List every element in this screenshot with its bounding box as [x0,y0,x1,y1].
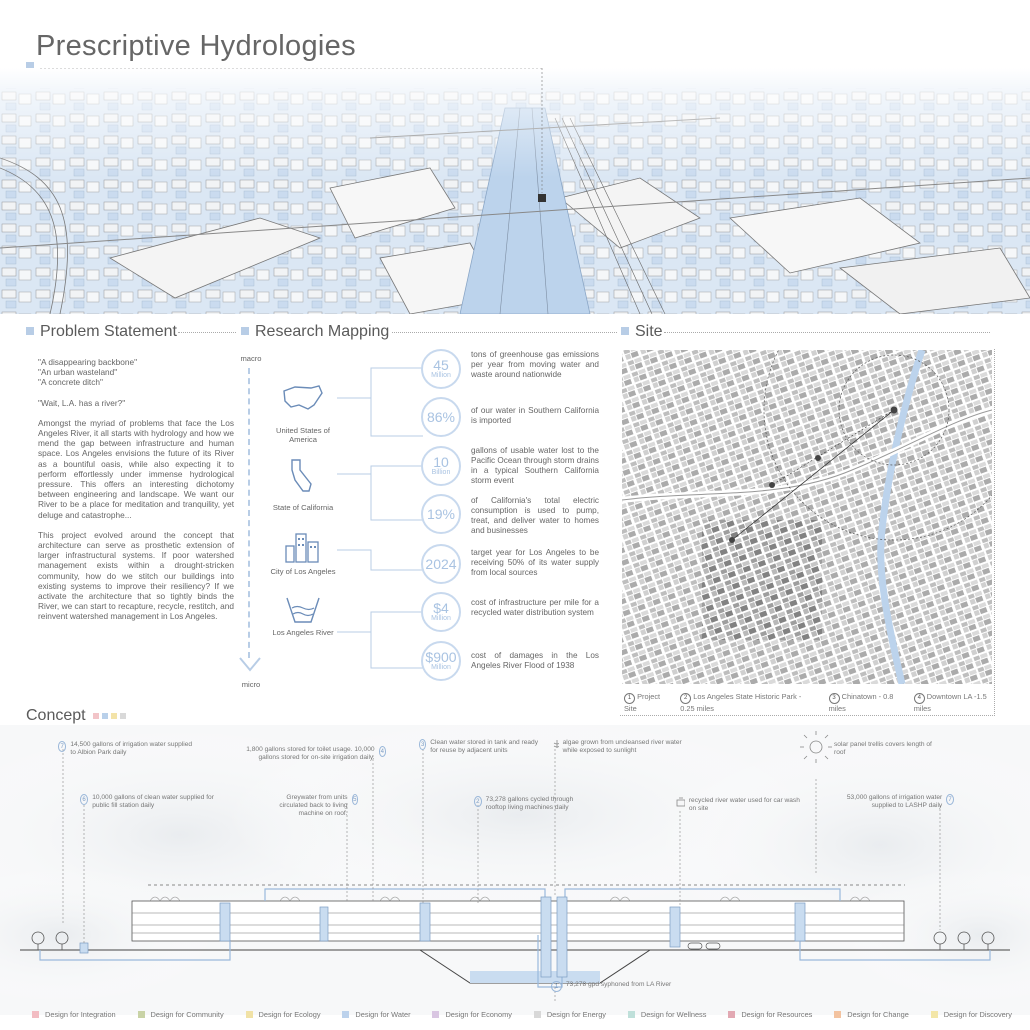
site-legend-item-3 [829,692,902,713]
legend-swatch [534,1011,541,1018]
paragraph-1: Amongst the myriad of problems that face the Los Angeles River, it all starts with hydrology and how we mend the gap between infrastructure and human space. Los Angeles envisions the future of its River as a bountiful oasis, while also expecting it to perform effortlessly under immense hydrological pressure. This offers an interesting dichotomy between engineering and landscape. We want our River to be a place for meditation and tranquility, yet deluge and catastrophe... [38,417,234,520]
annotation-6-fill-station [80,794,220,810]
swatch-yellow [111,713,117,719]
annotation-7-lashp [834,794,954,810]
legend-label: Design for Resources [741,1010,813,1019]
stat-circle-7 [421,641,461,681]
stat-unit: Billion [431,469,451,476]
usa-map-icon [281,383,325,413]
quote-2: "An urban wasteland" [38,367,118,378]
annotation-text: 73,278 gallons cycled through rooftop living machines daily [485,796,574,811]
annotation-number: 7 [946,794,954,805]
legend-economy [432,1010,512,1019]
city-skyline-icon [284,530,322,564]
swatch-blue [102,713,108,719]
annotation-1-syphon [551,981,691,992]
arrow-down-icon [238,656,262,674]
legend-energy [534,1010,606,1019]
stat-value: 10 [433,454,449,470]
research-heading-text: Research Mapping [255,323,390,340]
legend-resources [728,1010,812,1019]
annotation-solar-trellis: solar panel trellis covers length of roof [834,741,932,756]
page-title: Prescriptive Hydrologies [36,30,356,62]
annotation-text: 10,000 gallons of clean water supplied for public fill station daily [92,794,214,809]
site-heading [621,323,663,341]
stat-text-3: gallons of usable water lost to the Pacific Ocean through storm drains in a typical Southern California storm event [471,446,599,485]
annotation-number: 5 [352,794,358,805]
legend-label: Chinatown - 0.8 miles [828,692,894,713]
region-la-river: Los Angeles River [272,628,334,637]
algae-icon [552,739,559,749]
legend-swatch [32,1011,39,1018]
legend-swatch [342,1011,349,1018]
annotation-number: 6 [80,794,88,805]
annotation-text: Clean water stored in tank and ready for reuse by adjacent units [430,739,538,754]
stat-circle-1 [421,349,461,389]
annotation-7-albion [58,741,198,757]
concept-swatches [93,713,126,719]
legend-swatch [834,1011,841,1018]
stat-text-4: of California's total electric consumption is used to pump, treat, and deliver water to homes and businesses [471,496,599,535]
annotation-3-tank [419,739,539,755]
legend-label: Design for Economy [445,1010,512,1019]
california-map-icon [289,458,315,494]
annotation-number: 4 [379,746,386,757]
site-heading-text: Site [635,323,663,340]
site-map [622,350,992,684]
legend-label: Design for Water [355,1010,411,1019]
annotation-2-living-machines [474,796,594,812]
stat-unit: Million [431,615,451,622]
stat-circle-6 [421,592,461,632]
annotation-number: 1 [551,981,562,992]
legend-label: Design for Community [150,1010,224,1019]
section-marker [241,327,249,335]
legend-integration [32,1010,116,1019]
legend-label: Design for Wellness [640,1010,707,1019]
stat-circle-3 [421,446,461,486]
site-legend [624,692,994,713]
annotation-4-storage [226,746,386,762]
legend-number: 4 [914,693,925,704]
stat-value: $900 [425,649,457,665]
macro-label: macro [240,354,262,363]
stat-text-7: cost of damages in the Los Angeles River Flood of 1938 [471,651,599,670]
stat-text-2: of our water in Southern California is imported [471,406,599,425]
legend-community [138,1010,224,1019]
annotation-text: 14,500 gallons of irrigation water supplied to Albion Park daily [70,741,193,756]
legend-swatch [138,1011,145,1018]
region-los-angeles: City of Los Angeles [270,567,336,576]
stat-value: $4 [433,600,449,616]
section-marker [621,327,629,335]
site-legend-item-2 [680,692,816,713]
stat-circle-4 [421,494,461,534]
annotation-text: 53,000 gallons of irrigation water supplied to LASHP daily [846,794,943,809]
legend-label: Project Site [624,692,661,713]
stat-text-6: cost of infrastructure per mile for a recycled water distribution system [471,598,599,617]
divider [178,332,236,333]
car-wash-icon [676,797,685,807]
concept-section-diagram [0,725,1030,1015]
legend-wellness [628,1010,707,1019]
aerial-illustration [0,68,1030,314]
annotation-number: 2 [474,796,482,807]
legend-label: Downtown LA -1.5 miles [913,692,987,713]
annotation-number: 7 [58,741,66,752]
problem-statement [38,357,234,622]
legend-change [834,1010,909,1019]
legend-label: Design for Energy [546,1010,606,1019]
stat-value: 45 [433,357,449,373]
stat-value: 2024 [425,556,457,572]
legend-swatch [246,1011,253,1018]
site-legend-item-1 [624,692,668,713]
swatch-grey [120,713,126,719]
legend-label: Los Angeles State Historic Park - 0.25 miles [680,692,802,713]
legend-swatch [432,1011,439,1018]
site-legend-item-4 [914,692,994,713]
stat-value: 19% [426,506,456,522]
annotation-text: recycled river water used for car wash on site [688,797,800,812]
legend-label: Design for Ecology [258,1010,321,1019]
scale-axis [248,368,250,658]
annotation-text: 73,278 gpd syphoned from LA River [566,981,672,988]
annotation-text: Greywater from units circulated back to living machine on roof. [279,794,348,817]
research-mapping-heading [241,323,389,341]
stat-circle-2 [421,397,461,437]
quote-1: "A disappearing backbone" [38,357,138,367]
divider [392,332,617,333]
legend-label: Design for Discovery [943,1010,1012,1019]
stat-unit: Million [431,372,451,379]
legend-number: 2 [680,693,691,704]
annotation-5-greywater [258,794,358,818]
micro-label: micro [241,680,261,689]
annotation-text: 1,800 gallons stored for toilet usage. 10,000 gallons stored for on-site irrigation daily. [246,746,375,761]
divider [664,332,990,333]
swatch-pink [93,713,99,719]
section-marker [26,327,34,335]
design-legend [32,1010,1012,1019]
annotation-number: 3 [419,739,426,750]
legend-water [342,1010,410,1019]
stat-connectors [335,350,425,680]
legend-discovery [931,1010,1012,1019]
annotation-car-wash [676,797,806,813]
stat-unit: Million [431,664,451,671]
stat-value: 86% [426,409,456,425]
paragraph-2: This project evolved around the concept that architecture can serve as prosthetic extension of larger infrastructural systems. If poor watershed management exists within a drought-stricken community, how do we stitch our buildings into existing systems to improve their resiliency? If we activate the architecture that so tightly binds the River, we can start to recapture, recycle, restitch, and reinvent watershed management in Los Angeles. [38,529,234,622]
legend-swatch [628,1011,635,1018]
legend-ecology [246,1010,321,1019]
stat-circle-5 [421,544,461,584]
legend-number: 1 [624,693,635,704]
problem-statement-heading [26,323,177,341]
stat-text-1: tons of greenhouse gas emissions per year from moving water and waste around nationwide [471,350,599,379]
region-california: State of California [272,503,334,512]
river-channel-icon [285,596,321,624]
problem-heading-text: Problem Statement [40,323,177,340]
quote-3: "A concrete ditch" [38,377,103,388]
stat-text-5: target year for Los Angeles to be receiving 50% of its water supply from local sources [471,548,599,577]
legend-label: Design for Change [847,1010,909,1019]
legend-number: 3 [829,693,840,704]
annotation-text: algae grown from uncleansed river water while exposed to sunlight [562,739,682,754]
question: "Wait, L.A. has a river?" [38,397,126,408]
concept-heading: Concept [26,707,86,724]
legend-swatch [728,1011,735,1018]
legend-swatch [931,1011,938,1018]
region-usa: United States of America [275,426,331,444]
annotation-algae [552,739,692,755]
legend-label: Design for Integration [45,1010,116,1019]
